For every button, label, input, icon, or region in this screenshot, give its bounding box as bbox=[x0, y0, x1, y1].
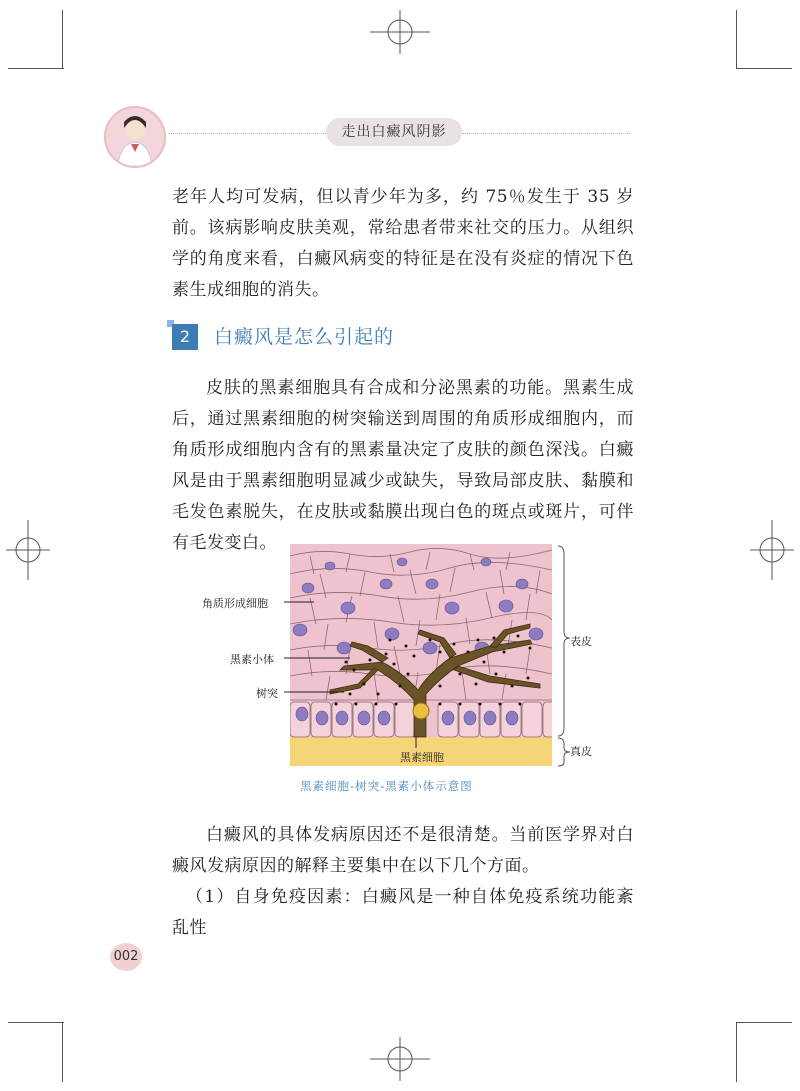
label-epidermis: 表皮 bbox=[570, 635, 592, 648]
registration-mark-right bbox=[750, 520, 794, 580]
page-number: 002 bbox=[110, 943, 142, 971]
header-rule-left bbox=[168, 133, 326, 134]
crop-mark bbox=[8, 1022, 64, 1023]
header-rule-right bbox=[462, 133, 630, 134]
figure-annotations bbox=[280, 540, 600, 770]
avatar bbox=[104, 106, 166, 168]
paragraph-1: 老年人均可发病，但以青少年为多，约 75％发生于 35 岁前。该病影响皮肤美观，常给患者带来社交的压力。从组织学的角度来看，白癜风病变的特征是在没有炎症的情况下色素生成细胞的消失。 bbox=[172, 187, 634, 300]
section-title: 白癜风是怎么引起的 bbox=[214, 326, 395, 348]
paragraph-3: 白癜风的具体发病原因还不是很清楚。当前医学界对白癜风发病原因的解释主要集中在以下几个方面。 bbox=[172, 825, 634, 876]
label-dermis: 真皮 bbox=[570, 745, 592, 758]
paragraph-4: （1）自身免疫因素：白癜风是一种自体免疫系统功能紊乱性 bbox=[172, 887, 634, 938]
crop-mark bbox=[736, 68, 792, 69]
label-keratinocyte: 角质形成细胞 bbox=[202, 597, 268, 610]
crop-mark bbox=[736, 1022, 737, 1082]
crop-mark bbox=[62, 10, 63, 68]
label-dendrite: 树突 bbox=[256, 687, 278, 700]
label-melanocyte: 黑素细胞 bbox=[400, 751, 444, 764]
crop-mark bbox=[736, 10, 737, 68]
figure-caption: 黑素细胞-树突-黑素小体示意图 bbox=[300, 779, 473, 793]
registration-mark-top bbox=[370, 10, 430, 54]
running-header: 走出白癜风阴影 bbox=[326, 118, 462, 146]
paragraph-2: 皮肤的黑素细胞具有合成和分泌黑素的功能。黑素生成后，通过黑素细胞的树突输送到周围的角质形成细胞内，而角质形成细胞内含有的黑素量决定了皮肤的颜色深浅。白癜风是由于黑素细胞明显减少或缺失，导致局部皮肤、黏膜和毛发色素脱失，在皮肤或黏膜出现白色的斑点或斑片，可伴有毛发变白。 bbox=[172, 378, 634, 553]
registration-mark-left bbox=[6, 520, 50, 580]
registration-mark-bottom bbox=[370, 1037, 430, 1081]
crop-mark bbox=[8, 68, 64, 69]
crop-mark bbox=[62, 1022, 63, 1082]
label-melanosome: 黑素小体 bbox=[230, 653, 274, 666]
section-number: 2 bbox=[172, 324, 198, 350]
crop-mark bbox=[736, 1022, 792, 1023]
